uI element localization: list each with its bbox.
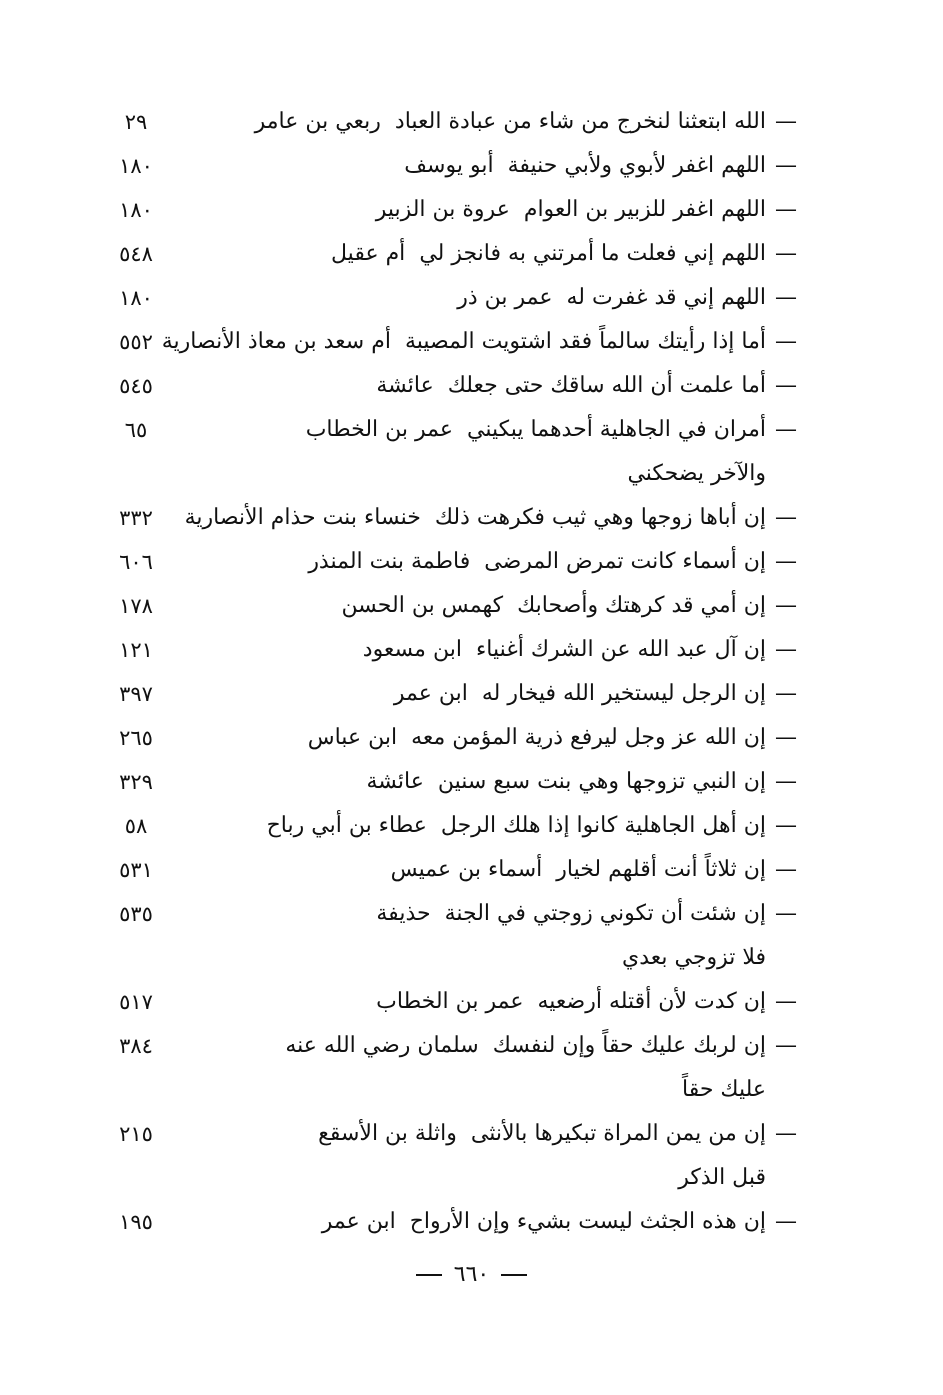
index-entry — [100, 540, 800, 584]
entry-page-number: ٣٩٧ — [119, 682, 153, 706]
entry-dash: — — [775, 725, 797, 750]
entry-text: إن آل عبد الله عن الشرك أغنياء — [475, 637, 766, 662]
entry-dash: — — [775, 769, 797, 794]
entry-text: أما علمت أن الله ساقك حتى جعلك — [447, 373, 766, 398]
entry-main-line — [100, 496, 800, 540]
entry-text: اللهم اغفر للزبير بن العوام — [523, 197, 766, 222]
entry-main-line — [100, 276, 800, 320]
entry-narrator: عروة بن الزبير — [375, 197, 510, 222]
footer-rule-right — [501, 1274, 527, 1276]
entry-narrator: أبو يوسف — [404, 153, 494, 178]
entry-page-number: ٢٩ — [124, 110, 148, 134]
entry-page-number: ١٨٠ — [119, 154, 153, 178]
entry-narrator: سلمان رضي الله عنه — [285, 1033, 479, 1058]
entry-page-number: ٥٨ — [124, 814, 148, 838]
index-entries — [100, 100, 800, 1244]
entry-main-line — [100, 892, 800, 936]
entry-dash: — — [775, 681, 797, 706]
entry-dash: — — [775, 593, 797, 618]
index-entry — [100, 364, 800, 408]
index-entry — [100, 1200, 800, 1244]
index-entry — [100, 408, 800, 496]
entry-dash: — — [775, 989, 797, 1014]
entry-text: إن كدت لأن أقتله أرضعيه — [537, 989, 766, 1014]
entry-text: إن الرجل ليستخير الله فيخار له — [481, 681, 766, 706]
entry-text: إن الله عز وجل ليرفع ذرية المؤمن معه — [411, 725, 766, 750]
entry-dash: — — [775, 813, 797, 838]
entry-narrator: خنساء بنت حذام الأنصارية — [184, 505, 421, 530]
entry-dash: — — [775, 417, 797, 442]
index-entry — [100, 760, 800, 804]
entry-continuation: والآخر يضحكني — [627, 461, 766, 486]
index-entry — [100, 672, 800, 716]
entry-main-line — [100, 804, 800, 848]
entry-dash: — — [775, 1209, 797, 1234]
entry-text: إن أمي قد كرهتك وأصحابك — [517, 593, 766, 618]
entry-narrator: فاطمة بنت المنذر — [308, 549, 471, 574]
entry-main-line — [100, 232, 800, 276]
index-entry — [100, 716, 800, 760]
page-number: ٦٦٠ — [453, 1262, 490, 1287]
entry-page-number: ٥٣١ — [119, 858, 153, 882]
entry-narrator: ابن مسعود — [362, 637, 462, 662]
entry-narrator: عمر بن ذر — [457, 285, 553, 310]
entry-page-number: ٣٨٤ — [119, 1034, 153, 1058]
index-entry — [100, 848, 800, 892]
entry-dash: — — [775, 1121, 797, 1146]
index-entry — [100, 980, 800, 1024]
index-entry — [100, 1112, 800, 1200]
entry-text: إن من يمن المراة تبكيرها بالأنثى — [470, 1121, 766, 1146]
entry-text: إن لربك عليك حقاً وإن لنفسك — [492, 1033, 766, 1058]
index-entry — [100, 1024, 800, 1112]
entry-main-line — [100, 364, 800, 408]
entry-page-number: ٥٥٢ — [119, 330, 153, 354]
entry-main-line — [100, 584, 800, 628]
entry-narrator: عمر بن الخطاب — [376, 989, 524, 1014]
entry-main-line — [100, 716, 800, 760]
entry-page-number: ٥٤٥ — [119, 374, 153, 398]
entry-main-line — [100, 760, 800, 804]
entry-text: إن هذه الجثث ليست بشيء وإن الأرواح — [409, 1209, 766, 1234]
entry-text: إن أسماء كانت تمرض المرضى — [484, 549, 766, 574]
entry-narrator: ربعي بن عامر — [254, 109, 381, 134]
index-entry — [100, 144, 800, 188]
entry-page-number: ٦٠٦ — [119, 550, 153, 574]
entry-dash: — — [775, 285, 797, 310]
entry-dash: — — [775, 637, 797, 662]
footer-rule-left — [416, 1274, 442, 1276]
entry-page-number: ١٩٥ — [119, 1210, 153, 1234]
entry-narrator: عائشة — [366, 769, 424, 794]
index-entry — [100, 628, 800, 672]
entry-main-line — [100, 672, 800, 716]
entry-dash: — — [775, 505, 797, 530]
entry-dash: — — [775, 109, 797, 134]
entry-main-line — [100, 144, 800, 188]
entry-main-line — [100, 320, 800, 364]
entry-narrator: ابن عمر — [393, 681, 468, 706]
index-entry — [100, 188, 800, 232]
entry-text: إن شئت أن تكوني زوجتي في الجنة — [444, 901, 766, 926]
entry-continuation: فلا تزوجي بعدي — [622, 945, 766, 970]
entry-narrator: حذيفة — [376, 901, 431, 926]
entry-dash: — — [775, 329, 797, 354]
entry-page-number: ٥٤٨ — [119, 242, 153, 266]
entry-continuation: قبل الذكر — [678, 1165, 766, 1190]
entry-page-number: ١٢١ — [119, 638, 153, 662]
entry-page-number: ٣٣٢ — [119, 506, 153, 530]
entry-main-line — [100, 848, 800, 892]
entry-dash: — — [775, 1033, 797, 1058]
entry-page-number: ٦٥ — [124, 418, 148, 442]
entry-main-line — [100, 980, 800, 1024]
page-footer — [0, 1262, 943, 1287]
entry-dash: — — [775, 153, 797, 178]
entry-main-line — [100, 188, 800, 232]
index-entry — [100, 496, 800, 540]
index-entry — [100, 892, 800, 980]
entry-text: إن النبي تزوجها وهي بنت سبع سنين — [437, 769, 766, 794]
entry-page-number: ١٨٠ — [119, 286, 153, 310]
entry-text: إن أهل الجاهلية كانوا إذا هلك الرجل — [440, 813, 766, 838]
entry-narrator: عمر بن الخطاب — [305, 417, 454, 442]
entry-narrator: ابن عباس — [307, 725, 398, 750]
entry-continuation: عليك حقاً — [681, 1077, 766, 1102]
entry-text: أما إذا رأيتك سالماً فقد اشتويت المصيبة — [404, 329, 766, 354]
entry-main-line — [100, 1112, 800, 1156]
entry-main-line — [100, 100, 800, 144]
entry-text: إن أباها زوجها وهي ثيب فكرهت ذلك — [434, 505, 766, 530]
entry-text: أمران في الجاهلية أحدهما يبكيني — [467, 417, 766, 442]
entry-text: إن ثلاثاً أنت أقلهم لخيار — [556, 857, 766, 882]
entry-text: اللهم إني فعلت ما أمرتني به فانجز لي — [419, 241, 766, 266]
entry-page-number: ١٨٠ — [119, 198, 153, 222]
index-entry — [100, 320, 800, 364]
entry-page-number: ٥١٧ — [119, 990, 153, 1014]
entry-text: الله ابتعثنا لنخرج من شاء من عبادة العباد — [394, 109, 766, 134]
entry-dash: — — [775, 549, 797, 574]
entry-page-number: ٥٣٥ — [119, 902, 153, 926]
entry-narrator: أم عقيل — [331, 241, 406, 266]
entry-page-number: ٣٢٩ — [119, 770, 153, 794]
index-entry — [100, 232, 800, 276]
entry-dash: — — [775, 241, 797, 266]
entry-page-number: ٢٦٥ — [119, 726, 153, 750]
entry-narrator: أسماء بن عميس — [390, 857, 543, 882]
entry-dash: — — [775, 857, 797, 882]
entry-narrator: واثلة بن الأسقع — [318, 1121, 457, 1146]
entry-page-number: ١٧٨ — [119, 594, 153, 618]
entry-main-line — [100, 628, 800, 672]
entry-narrator: ابن عمر — [321, 1209, 396, 1234]
entry-main-line — [100, 408, 800, 452]
entry-text: اللهم اغفر لأبوي ولأبي حنيفة — [507, 153, 766, 178]
entry-dash: — — [775, 373, 797, 398]
index-entry — [100, 804, 800, 848]
index-entry — [100, 584, 800, 628]
entry-page-number: ٢١٥ — [119, 1122, 153, 1146]
entry-narrator: أم سعد بن معاذ الأنصارية — [161, 329, 391, 354]
entry-dash: — — [775, 901, 797, 926]
entry-text: اللهم إني قد غفرت له — [566, 285, 766, 310]
entry-main-line — [100, 540, 800, 584]
entry-dash: — — [775, 197, 797, 222]
index-entry — [100, 276, 800, 320]
entry-narrator: عائشة — [376, 373, 434, 398]
entry-narrator: كهمس بن الحسن — [341, 593, 504, 618]
index-entry — [100, 100, 800, 144]
entry-narrator: عطاء بن أبي رباح — [266, 813, 427, 838]
entry-main-line — [100, 1200, 800, 1244]
entry-main-line — [100, 1024, 800, 1068]
